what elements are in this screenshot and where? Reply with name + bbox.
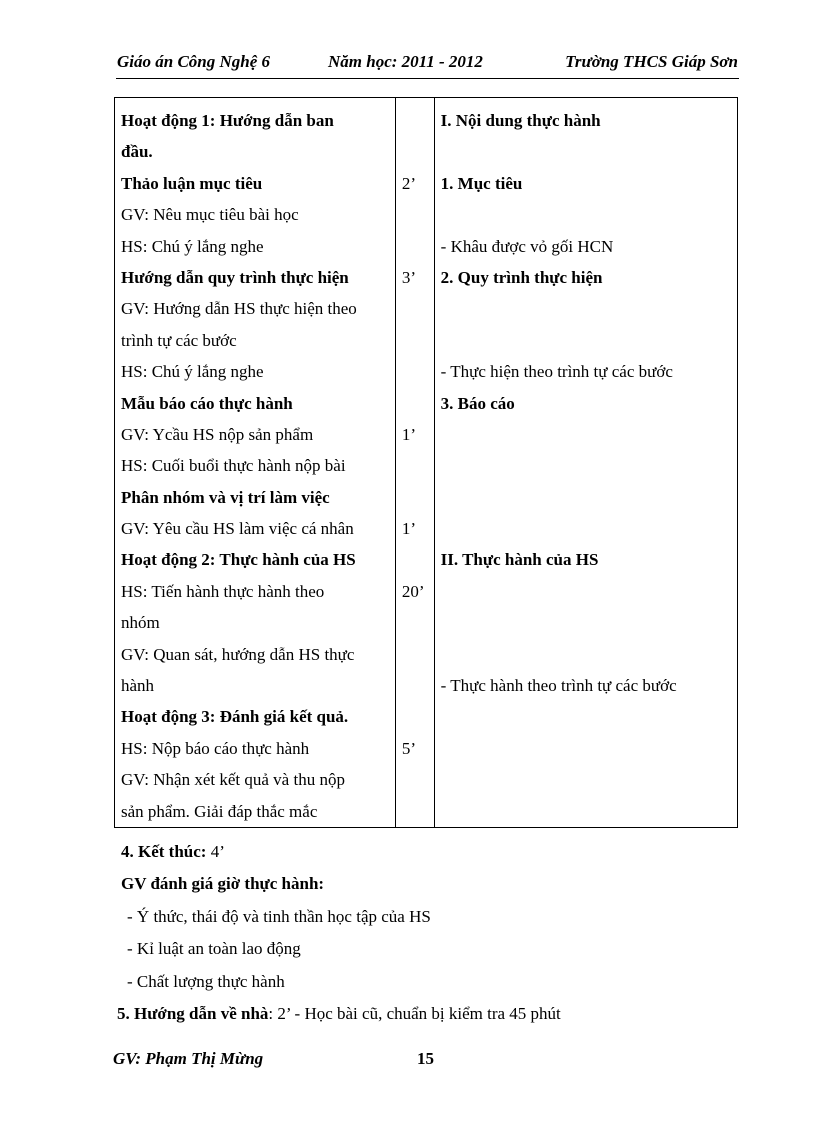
col2-line [402, 607, 434, 638]
col1-line: Hoạt động 2: Thực hành của HS [121, 550, 356, 570]
col3-line: II. Thực hành của HS [440, 550, 599, 570]
col3-line: 2. Quy trình thực hiện [440, 267, 603, 287]
col1-line: trình tự các bước [121, 330, 237, 350]
col2-line [402, 136, 434, 167]
homework-label: 5. Hướng dẫn về nhà [117, 1003, 269, 1023]
conclusion-heading: 4. Kết thúc: [121, 842, 207, 861]
col1-line: GV: Hướng dẫn HS thực hiện theo [121, 299, 357, 319]
conclusion-line [117, 836, 738, 868]
col1-line: nhóm [121, 613, 160, 633]
content-column [434, 98, 737, 828]
header-underline [116, 78, 739, 79]
col3-line: 1. Mục tiêu [440, 173, 523, 193]
col1-line: HS: Tiến hành thực hành theo [121, 581, 325, 601]
col3-line: 3. Báo cáo [440, 393, 515, 413]
col2-line [402, 544, 434, 575]
col3-line: - Thực hành theo trình tự các bước [440, 676, 677, 696]
col3-line [441, 576, 737, 607]
header-subject: Giáo án Công Nghệ 6 [117, 52, 271, 71]
lesson-table [114, 97, 738, 828]
conclusion-section [117, 836, 738, 1030]
col1-line: GV: Nhận xét kết quả và thu nộp [121, 770, 345, 790]
col3-line [441, 136, 737, 167]
col2-line [402, 450, 434, 481]
activities-column [115, 98, 396, 828]
page-number: 15 [417, 1049, 434, 1068]
col1-line: GV: Nêu mục tiêu bài học [121, 205, 299, 225]
col3-line: I. Nội dung thực hành [440, 111, 601, 130]
col1-line: Hoạt động 3: Đánh giá kết quả. [121, 707, 349, 727]
col3-line [441, 639, 737, 670]
col1-line: GV: Quan sát, hướng dẫn HS thực [121, 644, 355, 664]
col2-line [402, 105, 434, 136]
page-header [117, 52, 738, 76]
col1-line: HS: Nộp báo cáo thực hành [121, 738, 310, 758]
col1-line: sản phẩm. Giải đáp thắc mắc [121, 801, 318, 821]
col2-line: 2’ [401, 173, 417, 193]
col2-line: 20’ [401, 581, 425, 601]
col2-line [402, 764, 434, 795]
col3-line: - Khâu được vỏ gối HCN [440, 236, 614, 256]
col3-line: - Thực hiện theo trình tự các bước [440, 362, 673, 382]
homework-text: : 2’ - Học bài cũ, chuẩn bị kiểm tra 45 phút [268, 1003, 561, 1023]
evaluation-title: GV đánh giá giờ thực hành: [121, 874, 325, 894]
col3-line [441, 607, 737, 638]
header-school-year: Năm học: 2011 - 2012 [328, 52, 483, 71]
conclusion-time: 4’ [206, 842, 225, 861]
col1-line: Phân nhóm và vị trí làm việc [121, 487, 330, 507]
col1-line: GV: Ycầu HS nộp sản phẩm [121, 424, 314, 444]
col3-line [441, 325, 737, 356]
col3-line [441, 764, 737, 795]
col2-line [402, 325, 434, 356]
col3-line [441, 419, 737, 450]
col3-line [441, 796, 737, 827]
col2-line [402, 701, 434, 732]
homework-line [117, 998, 738, 1030]
col2-line [402, 293, 434, 324]
col3-line [441, 701, 737, 732]
col2-line [402, 796, 434, 827]
evaluation-item: - Kỉ luật an toàn lao động [127, 939, 301, 959]
evaluation-item: - Ý thức, thái độ và tinh thần học tập của HS [127, 906, 431, 926]
col1-line: HS: Cuối buổi thực hành nộp bài [121, 456, 346, 476]
time-column [395, 98, 434, 828]
header-school-name: Trường THCS Giáp Sơn [565, 52, 738, 71]
col1-line: GV: Yêu cầu HS làm việc cá nhân [121, 519, 354, 539]
col2-line [402, 670, 434, 701]
col2-line [402, 388, 434, 419]
col2-line: 5’ [401, 738, 417, 758]
col1-line: Hướng dẫn quy trình thực hiện [121, 267, 349, 287]
col2-line [402, 356, 434, 387]
col1-line: Thảo luận mục tiêu [121, 173, 263, 193]
col1-line: Mẫu báo cáo thực hành [121, 393, 293, 413]
col2-line [402, 639, 434, 670]
col3-line [441, 199, 737, 230]
col2-line [402, 199, 434, 230]
col1-line: Hoạt động 1: Hướng dẫn ban [121, 111, 334, 130]
page-footer [113, 1049, 513, 1075]
col2-line: 1’ [401, 424, 417, 444]
col3-line [441, 293, 737, 324]
col3-line [441, 482, 737, 513]
col3-line [441, 513, 737, 544]
col1-line: HS: Chú ý lắng nghe [121, 236, 264, 256]
col2-line [402, 482, 434, 513]
col2-line: 1’ [401, 519, 417, 539]
col2-line [402, 231, 434, 262]
col1-line: đầu. [121, 142, 153, 162]
teacher-name: GV: Phạm Thị Mừng [113, 1049, 264, 1068]
col3-line [441, 733, 737, 764]
col2-line: 3’ [401, 267, 417, 287]
evaluation-item: - Chất lượng thực hành [127, 971, 285, 991]
col1-line: hành [121, 676, 155, 696]
col3-line [441, 450, 737, 481]
col1-line: HS: Chú ý lắng nghe [121, 362, 264, 382]
